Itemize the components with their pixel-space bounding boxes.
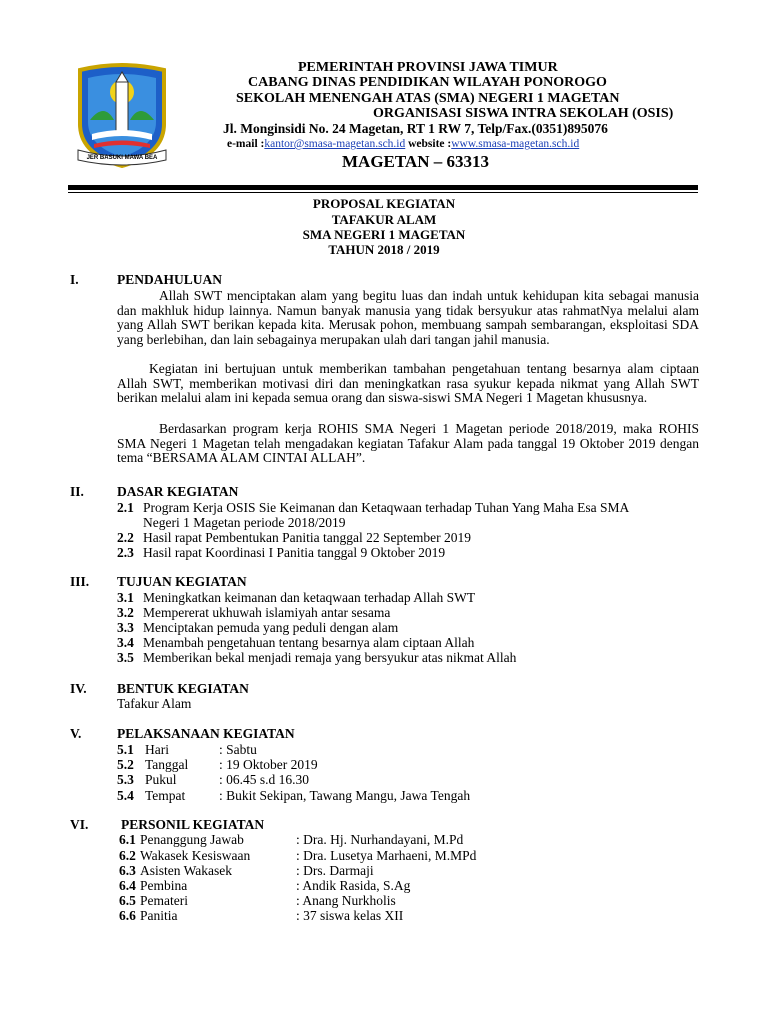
list-item-text: Memberikan bekal menjadi remaja yang bersyukur atas nikmat Allah bbox=[143, 650, 517, 665]
city-line: MAGETAN – 63313 bbox=[342, 152, 490, 171]
website-label: website : bbox=[405, 138, 452, 150]
agency-line: CABANG DINAS PENDIDIKAN WILAYAH PONOROGO bbox=[248, 75, 607, 90]
contact-line bbox=[227, 138, 579, 150]
section-number: II. bbox=[70, 484, 84, 499]
list-item: 6.1 bbox=[119, 832, 136, 847]
address-line: Jl. Monginsidi No. 24 Magetan, RT 1 RW 7, Telp/Fax.(0351)895076 bbox=[223, 121, 608, 136]
email-link[interactable]: kantor@smasa-magetan.sch.id bbox=[264, 138, 406, 150]
field-label: Pemateri bbox=[140, 893, 188, 908]
field-label: Tanggal bbox=[145, 757, 189, 772]
list-item-text: Hasil rapat Pembentukan Panitia tanggal 22 September 2019 bbox=[143, 530, 472, 545]
doc-subtitle: TAFAKUR ALAM bbox=[331, 212, 437, 227]
logo-motto: JER BASUKI MAWA BEA bbox=[86, 155, 158, 161]
doc-year: TAHUN 2018 / 2019 bbox=[328, 242, 440, 257]
list-item: 2.2 bbox=[117, 530, 134, 545]
east-java-coat-of-arms-icon bbox=[74, 62, 170, 168]
list-item-text: Menambah pengetahuan tentang besarnya alam ciptaan Allah bbox=[143, 635, 475, 650]
field-label: Pembina bbox=[140, 878, 188, 893]
list-item: 3.1 bbox=[117, 590, 134, 605]
section-title: DASAR KEGIATAN bbox=[117, 484, 239, 499]
header-divider-thin bbox=[68, 192, 698, 193]
section-title: PELAKSANAAN KEGIATAN bbox=[117, 726, 295, 741]
list-item: 2.3 bbox=[117, 545, 134, 560]
section-text: Tafakur Alam bbox=[117, 696, 192, 711]
section-number: I. bbox=[70, 272, 79, 287]
list-item: 3.3 bbox=[117, 620, 134, 635]
field-label: Panitia bbox=[140, 908, 178, 923]
email-label: e-mail : bbox=[227, 138, 265, 150]
field-value: : 06.45 s.d 16.30 bbox=[219, 772, 310, 787]
section-number: IV. bbox=[70, 681, 87, 696]
list-item-text: Meningkatkan keimanan dan ketaqwaan terhadap Allah SWT bbox=[143, 590, 476, 605]
section-title: TUJUAN KEGIATAN bbox=[117, 574, 247, 589]
section-number: V. bbox=[70, 726, 82, 741]
field-label: Tempat bbox=[145, 788, 186, 803]
school-line: SEKOLAH MENENGAH ATAS (SMA) NEGERI 1 MAGETAN bbox=[236, 91, 620, 106]
field-value: : 37 siswa kelas XII bbox=[296, 908, 404, 923]
paragraph: Allah SWT menciptakan alam yang begitu luas dan indah untuk kehidupan kita sebagai manusia dan makhluk hidup lainnya. Namun banyak manusia yang tidak bersyukur atas rahmatNya melalui alam yang Allah SWT berikan kepada kita. Merusak pohon, membuang sampah sembarangan, eksploitasi SDA yang berlebihan, dan lain sebagainya merupakan ulah dari tangan jahil manusia. bbox=[117, 288, 699, 347]
section-title: PERSONIL KEGIATAN bbox=[121, 817, 265, 832]
list-item: 5.2 bbox=[117, 757, 134, 772]
doc-school: SMA NEGERI 1 MAGETAN bbox=[302, 227, 466, 242]
field-value: : Sabtu bbox=[219, 742, 257, 757]
list-item: 3.2 bbox=[117, 605, 134, 620]
section-title: PENDAHULUAN bbox=[117, 272, 223, 287]
website-link[interactable]: www.smasa-magetan.sch.id bbox=[451, 138, 580, 150]
field-label: Pukul bbox=[145, 772, 177, 787]
field-label: Hari bbox=[145, 742, 169, 757]
field-value: : Anang Nurkholis bbox=[296, 893, 396, 908]
field-label: Penanggung Jawab bbox=[140, 832, 244, 847]
field-value: : Bukit Sekipan, Tawang Mangu, Jawa Tengah bbox=[219, 788, 471, 803]
field-value: : Andik Rasida, S.Ag bbox=[296, 878, 411, 893]
section-title: BENTUK KEGIATAN bbox=[117, 681, 249, 696]
list-item-text: Mempererat ukhuwah islamiyah antar sesama bbox=[143, 605, 391, 620]
list-item: 6.3 bbox=[119, 863, 136, 878]
field-label: Wakasek Kesiswaan bbox=[140, 848, 251, 863]
list-item: 2.1 bbox=[117, 500, 134, 515]
list-item: 5.4 bbox=[117, 788, 134, 803]
section-number: III. bbox=[70, 574, 90, 589]
section-number: VI. bbox=[70, 817, 89, 832]
field-value: : Drs. Darmaji bbox=[296, 863, 374, 878]
paragraph: Kegiatan ini bertujuan untuk memberikan tambahan pengetahuan tentang besarnya alam ciptaan Allah SWT, memberikan motivasi diri dan meningkatkan rasa syukur kepada nikmat yang Allah SWT berikan melalui alam ini kepada semua orang dan siswa-siswi SMA Negeri 1 Magetan khususnya. bbox=[117, 361, 699, 406]
list-item: 6.5 bbox=[119, 893, 136, 908]
list-item-text: Negeri 1 Magetan periode 2018/2019 bbox=[143, 515, 346, 530]
list-item-text: Program Kerja OSIS Sie Keimanan dan Ketaqwaan terhadap Tuhan Yang Maha Esa SMA bbox=[143, 500, 630, 515]
list-item: 6.2 bbox=[119, 848, 136, 863]
govt-line: PEMERINTAH PROVINSI JAWA TIMUR bbox=[298, 60, 558, 75]
header-divider bbox=[68, 185, 698, 190]
doc-title: PROPOSAL KEGIATAN bbox=[312, 196, 456, 211]
list-item: 5.1 bbox=[117, 742, 134, 757]
list-item: 6.6 bbox=[119, 908, 136, 923]
org-line: ORGANISASI SISWA INTRA SEKOLAH (OSIS) bbox=[373, 106, 674, 121]
field-value: : Dra. Hj. Nurhandayani, M.Pd bbox=[296, 832, 464, 847]
paragraph: Berdasarkan program kerja ROHIS SMA Negeri 1 Magetan periode 2018/2019, maka ROHIS SMA Negeri 1 Magetan telah mengadakan kegiatan Tafakur Alam pada tanggal 19 Oktober 2019 dengan tema “BERSAMA ALAM CINTAI ALLAH”. bbox=[117, 421, 699, 466]
list-item-text: Hasil rapat Koordinasi I Panitia tanggal 9 Oktober 2019 bbox=[143, 545, 446, 560]
list-item: 3.5 bbox=[117, 650, 134, 665]
list-item: 6.4 bbox=[119, 878, 136, 893]
field-label: Asisten Wakasek bbox=[140, 863, 233, 878]
list-item-text: Menciptakan pemuda yang peduli dengan alam bbox=[143, 620, 399, 635]
field-value: : Dra. Lusetya Marhaeni, M.MPd bbox=[296, 848, 477, 863]
list-item: 3.4 bbox=[117, 635, 134, 650]
field-value: : 19 Oktober 2019 bbox=[219, 757, 318, 772]
list-item: 5.3 bbox=[117, 772, 134, 787]
